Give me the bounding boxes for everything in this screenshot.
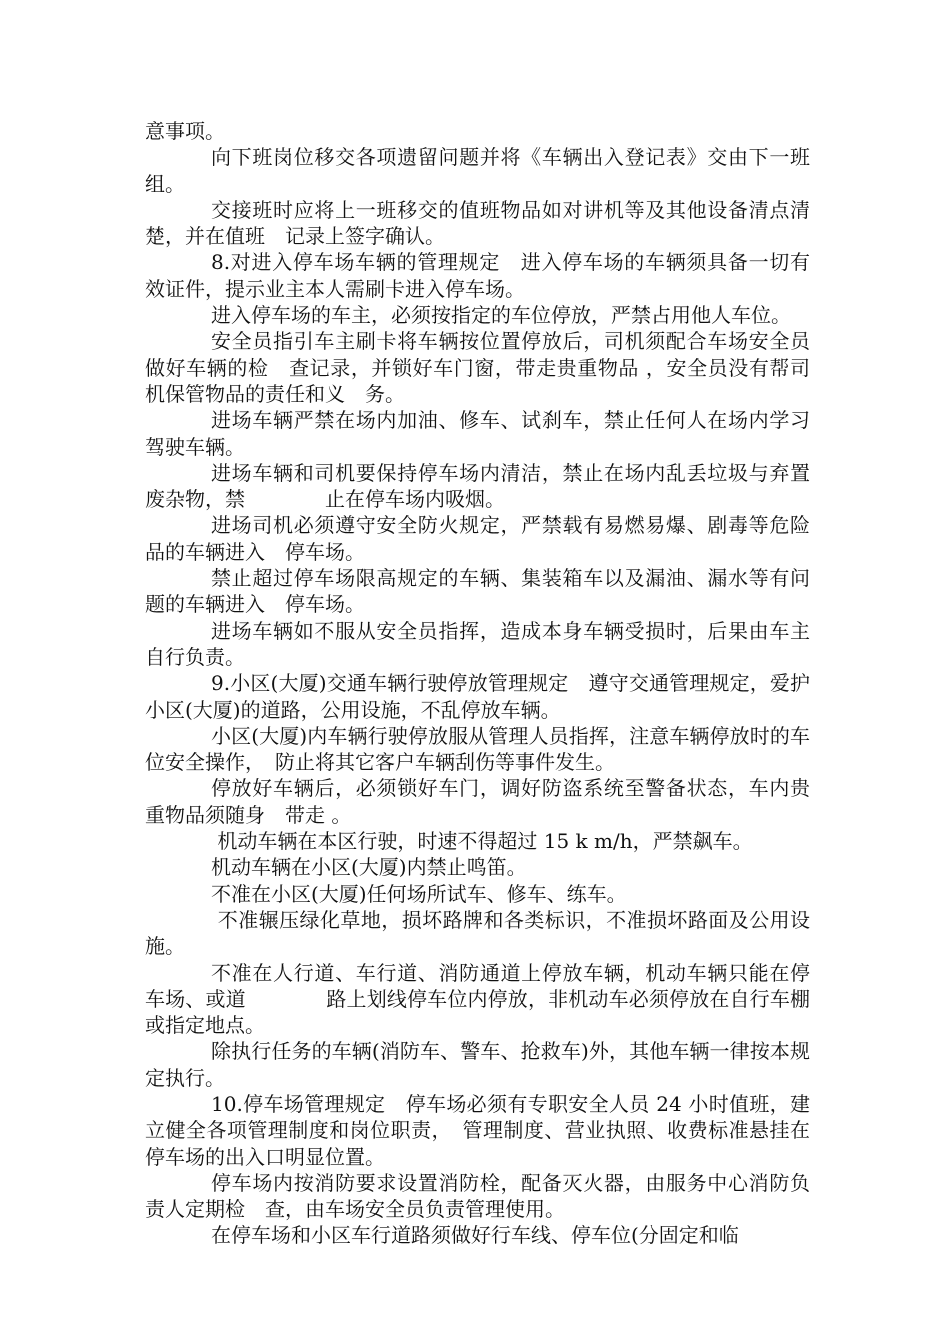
paragraph: 在停车场和小区车行道路须做好行车线、停车位(分固定和临 <box>211 1223 739 1248</box>
paragraph: 不准在小区(大厦)任何场所试车、修车、练车。 <box>211 881 627 906</box>
paragraph: 8.对进入停车场车辆的管理规定 进入停车场的车辆须具备一切有效证件，提示业主本人需刷卡进入停车场。 <box>145 250 810 301</box>
paragraph: 进场司机必须遵守安全防火规定，严禁载有易燃易爆、剧毒等危险品的车辆进入 停车场。 <box>145 513 810 564</box>
paragraph: 机动车辆在本区行驶，时速不得超过 15 k m/h，严禁飙车。 <box>211 829 753 854</box>
paragraph: 停车场内按消防要求设置消防栓，配备灭火器，由服务中心消防负责人定期检 查，由车场安全员负责管理使用。 <box>145 1170 810 1222</box>
document-body <box>145 118 810 1249</box>
paragraph: 交接班时应将上一班移交的值班物品如对讲机等及其他设备清点清楚，并在值班 记录上签字确认。 <box>145 197 810 249</box>
paragraph: 9.小区(大厦)交通车辆行驶停放管理规定 遵守交通管理规定，爱护小区(大厦)的道路，公用设施，不乱停放车辆。 <box>145 671 810 722</box>
paragraph: 禁止超过停车场限高规定的车辆、集装箱车以及漏油、漏水等有问题的车辆进入 停车场。 <box>145 566 810 617</box>
paragraph: 10.停车场管理规定 停车场必须有专职安全人员 24 小时值班，建立健全各项管理制度和岗位职责， 管理制度、营业执照、收费标准悬挂在停车场的出入口明显位置。 <box>145 1091 810 1169</box>
paragraph: 停放好车辆后，必须锁好车门，调好防盗系统至警备状态，车内贵重物品须随身 带走 。 <box>145 776 810 827</box>
paragraph: 小区(大厦)内车辆行驶停放服从管理人员指挥，注意车辆停放时的车位安全操作， 防止将其它客户车辆刮伤等事件发生。 <box>145 723 810 775</box>
paragraph: 向下班岗位移交各项遗留问题并将《车辆出入登记表》交由下一班组。 <box>145 145 810 196</box>
paragraph: 安全员指引车主刷卡将车辆按位置停放后，司机须配合车场安全员做好车辆的检 查记录，并锁好车门窗，带走贵重物品 ，安全员没有帮司机保管物品的责任和义 务。 <box>145 329 810 406</box>
paragraph: 意事项。 <box>145 119 225 143</box>
paragraph: 不准在人行道、车行道、消防通道上停放车辆，机动车辆只能在停车场、或道 路上划线停车位内停放，非机动车必须停放在自行车棚或指定地点。 <box>145 960 810 1038</box>
paragraph: 进场车辆和司机要保持停车场内清洁，禁止在场内乱丢垃圾与弃置废杂物，禁 止在停车场内吸烟。 <box>145 460 810 512</box>
paragraph: 除执行任务的车辆(消防车、警车、抢救车)外，其他车辆一律按本规定执行。 <box>145 1039 810 1090</box>
paragraph: 进入停车场的车主，必须按指定的车位停放，严禁占用他人车位。 <box>211 303 791 328</box>
paragraph: 进场车辆严禁在场内加油、修车、试刹车，禁止任何人在场内学习驾驶车辆。 <box>145 408 810 459</box>
paragraph: 不准辗压绿化草地，损坏路牌和各类标识，不准损坏路面及公用设施。 <box>145 907 811 959</box>
paragraph: 机动车辆在小区(大厦)内禁止鸣笛。 <box>211 855 527 880</box>
paragraph: 进场车辆如不服从安全员指挥，造成本身车辆受损时，后果由车主自行负责。 <box>145 618 810 669</box>
